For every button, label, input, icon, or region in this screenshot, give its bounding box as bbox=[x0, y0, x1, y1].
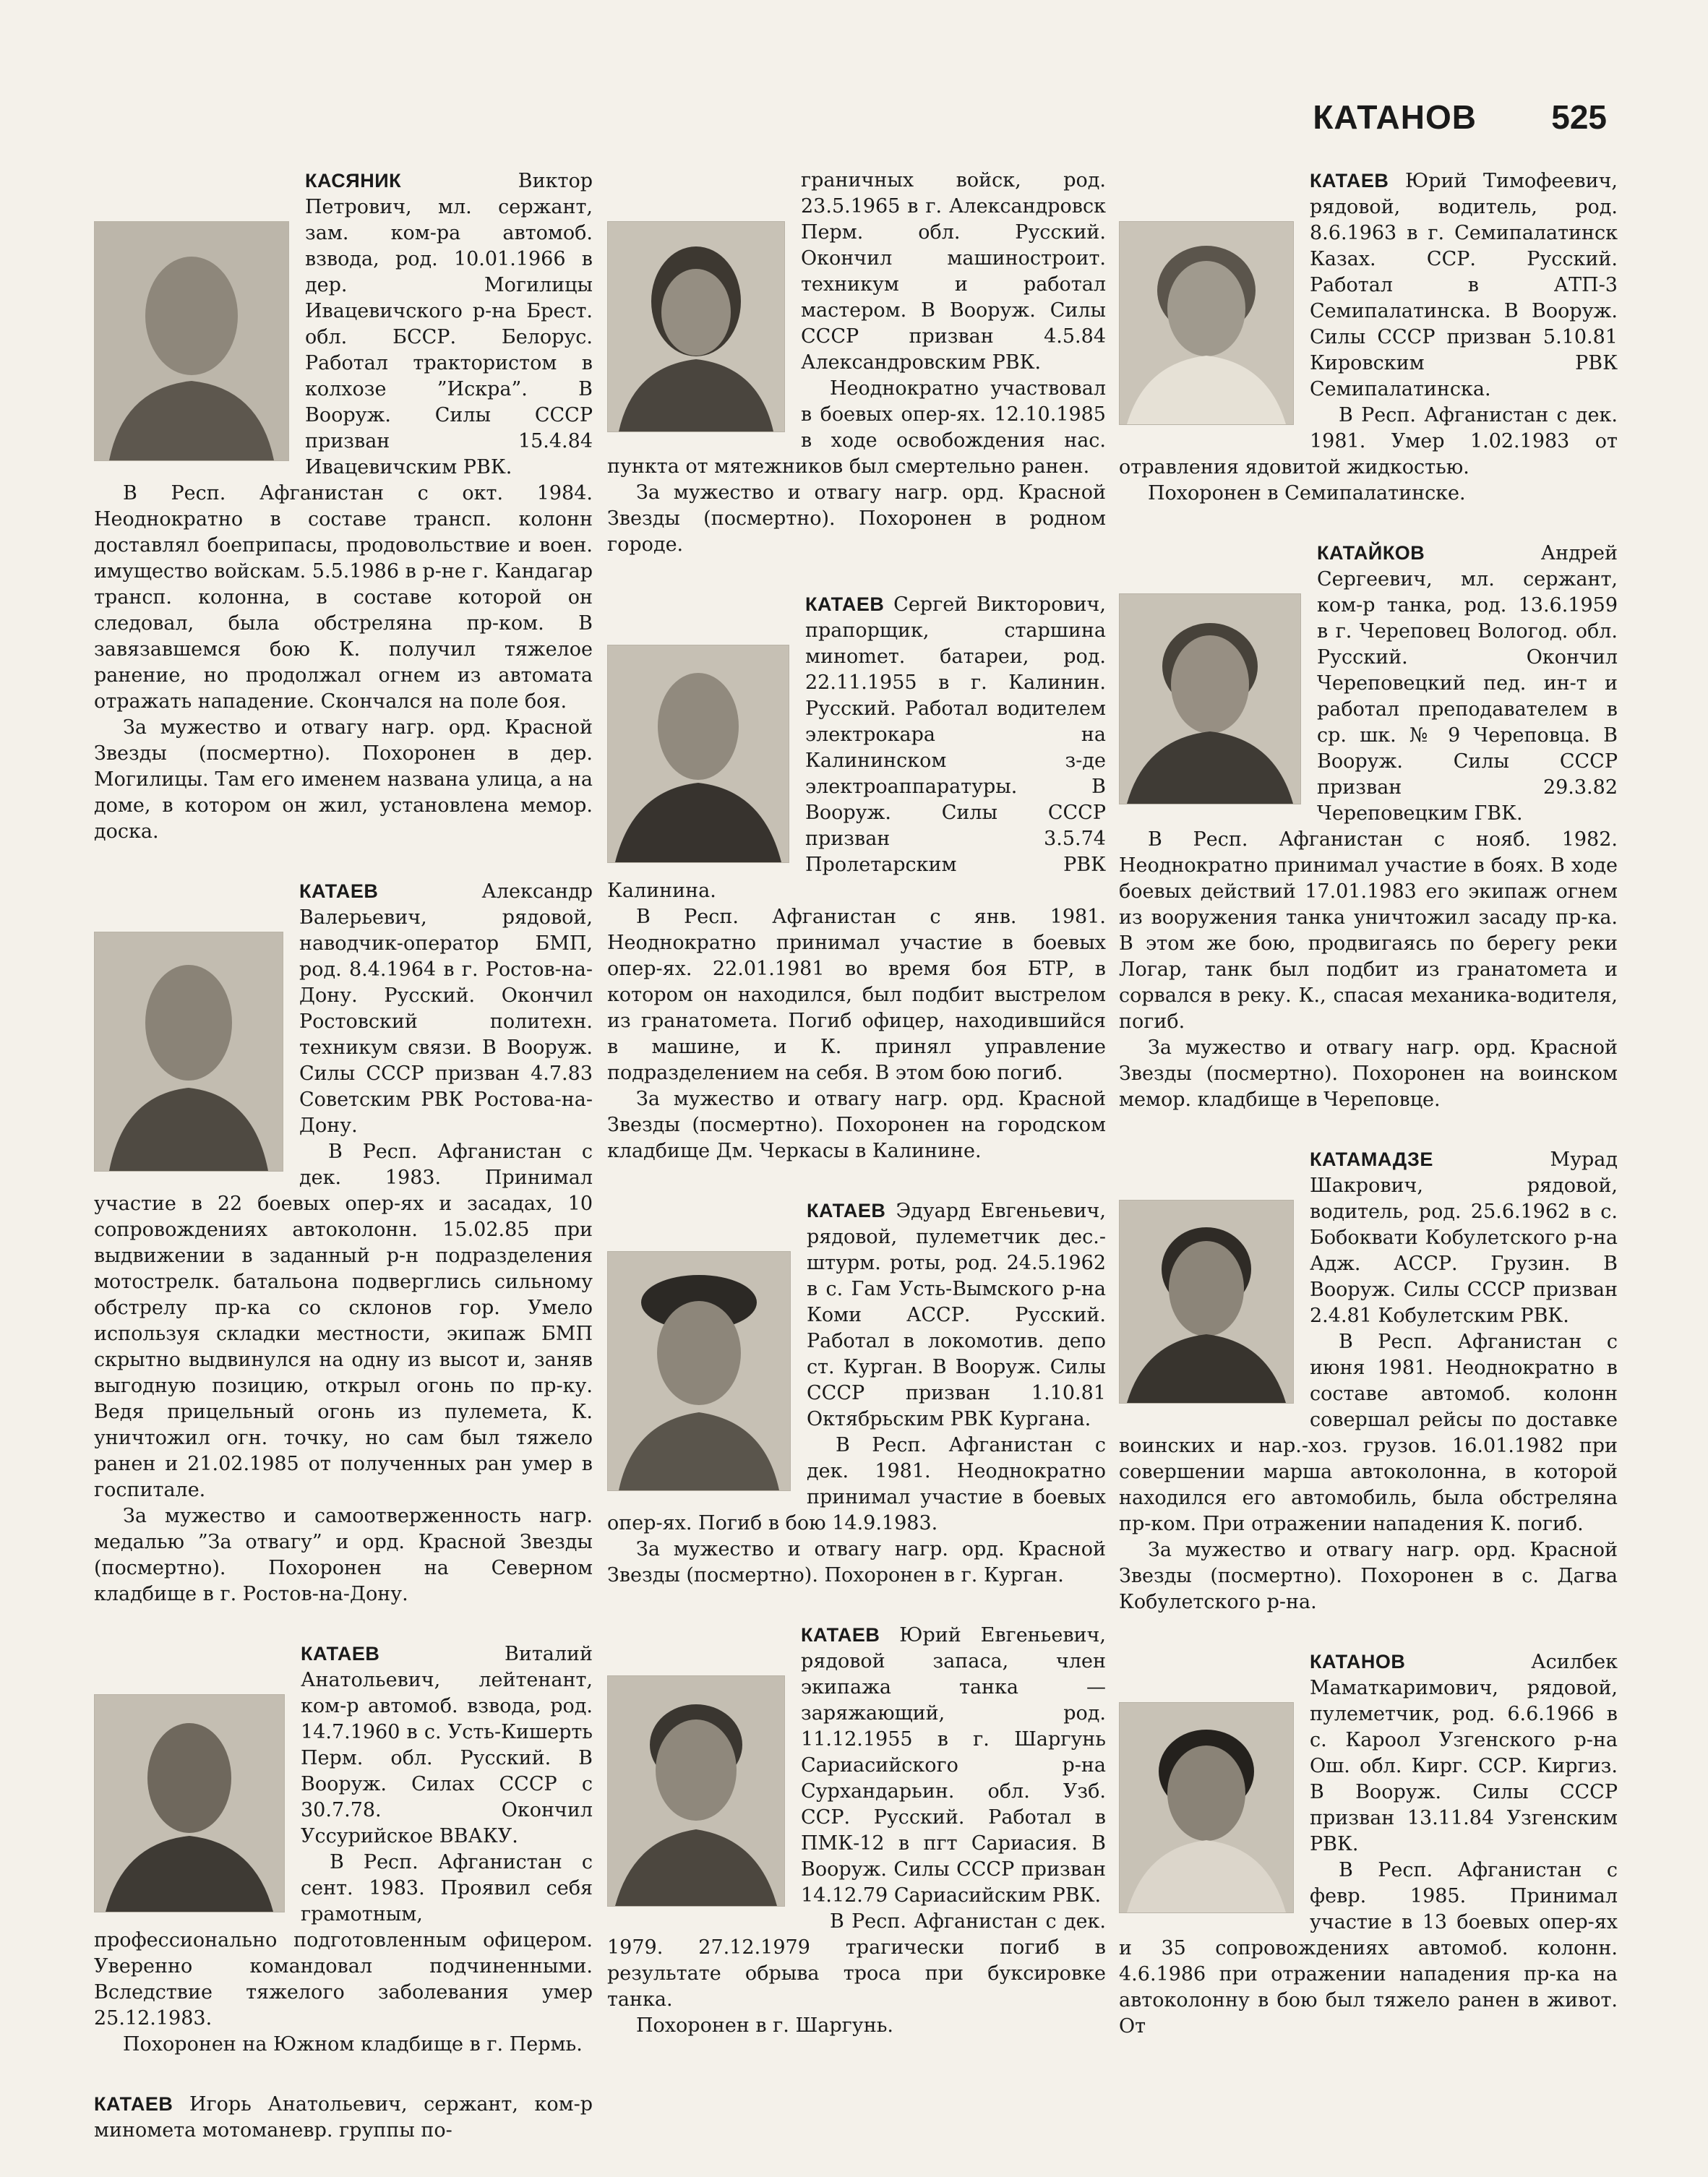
entry-text: За мужество и отвагу нагр. орд. Красной Звезды (посмертно). Похоронен в дер. Могилицы. Там его именем названа улица, а на доме, в котором он жил, установлена мемор. доска. bbox=[94, 716, 593, 843]
entry-text: Мурад Шакрович, рядовой, водитель, род. 25.6.1962 в с. Бобоквати Кобулетского р-на Адж. АССР. Грузин. В Вооруж. Силы СССР призван 2.4.81 Кобулетским РВК. bbox=[1310, 1148, 1618, 1327]
entry-kataev-igor-cont bbox=[607, 168, 1106, 558]
portrait-photo bbox=[1119, 221, 1294, 425]
entry-text: В Респ. Афганистан с окт. 1984. Неоднократно в составе трансп. колонн доставлял боеприпасы, продовольствие и воен. имущество войскам. 5.5.1986 в р-не г. Кандагар трансп. колонна, в составе которой он следовал, была обстреляна пр-ком. В завязавшемся бою К. получил тяжелое ранение, но продолжал огнем из автомата отражать нападение. Скончался на поле боя. bbox=[94, 482, 593, 713]
column-3 bbox=[1119, 168, 1618, 2073]
entry-text: За мужество и отвагу нагр. орд. Красной Звезды (посмертно). Похоронен на воинском мемор. кладбище в Череповце. bbox=[1119, 1036, 1618, 1111]
entry-text: Андрей Сергеевич, мл. сержант, ком-р танка, род. 13.6.1959 в г. Череповец Вологод. обл. Русский. Окончил Череповецкий пед. ин-т и работал преподавателем в ср. шк. № 9 Череповца. В Вооруж. Силы СССР призван 29.3.82 Череповецким ГВК. bbox=[1317, 542, 1618, 825]
entry-surname: КАТАЕВ bbox=[807, 1200, 886, 1221]
entry-text: Неоднократно участвовал в боевых опер-ях. 12.10.1985 в ходе освобождения нас. пункта от мятежников был смертельно ранен. bbox=[607, 377, 1106, 478]
portrait-photo bbox=[607, 1251, 791, 1491]
portrait-silhouette bbox=[608, 222, 784, 431]
portrait-silhouette bbox=[608, 1676, 784, 1906]
entry-surname: КАТАЕВ bbox=[299, 880, 379, 902]
entry-text: Сергей Викторович, прапорщик, старшина минomет. батареи, род. 22.11.1955 в г. Калинин. Русский. Работал водителем электрокара на Калининском з-де электроаппаратуры. В Вооруж. Силы СССР призван 3.5.74 Пролетарским РВК Калинина. bbox=[607, 593, 1106, 902]
portrait-photo bbox=[607, 645, 789, 863]
running-head: КАТАНОВ bbox=[1313, 98, 1477, 136]
portrait-photo bbox=[94, 221, 289, 461]
entry-text: В Респ. Афганистан с дек. 1981. Неоднократно принимал участие в боевых опер-ях. Погиб в бою 14.9.1983. bbox=[607, 1434, 1106, 1534]
portrait-silhouette bbox=[1120, 1703, 1293, 1912]
entry-katanov bbox=[1119, 1649, 1618, 2040]
entry-surname: КАТАНОВ bbox=[1310, 1651, 1406, 1673]
entry-text: Виктор Петрович, мл. сержант, зам. ком-ра автомоб. взвода, род. 10.01.1966 в дер. Могилицы Ивацевичского р-на Брест. обл. БССР. Белорус. Работал трактористом в колхозе ”Искра”. В Вооруж. Силы СССР призван 15.4.84 Ивацевичским РВК. bbox=[305, 170, 593, 478]
entry-surname: КАТАЕВ bbox=[1310, 170, 1389, 192]
portrait-silhouette bbox=[95, 1695, 284, 1912]
entry-text: Эдуард Евгеньевич, рядовой, пулеметчик дес.-штурм. роты, род. 24.5.1962 в с. Гам Усть-Вымского р-на Коми АССР. Русский. Работал в локомотив. депо ст. Курган. В Вооруж. Силы СССР призван 1.10.81 Октябрьским РВК Кургана. bbox=[807, 1200, 1106, 1430]
entry-text: граничных войск, род. 23.5.1965 в г. Александровск Перм. обл. Русский. Окончил машиностроит. техникум и работал мастером. В Вооруж. Силы СССР призван 4.5.84 Александровским РВК. bbox=[801, 169, 1106, 374]
entry-text: В Респ. Афганистан с июня 1981. Неоднократно в составе автомоб. колонн совершал рейсы по доставке воинских и нар.-хоз. грузов. 16.01.1982 при совершении марша автоколонна, в которой находился его автомобиль, была обстреляна пр-ком. При отражении нападения К. погиб. bbox=[1119, 1331, 1618, 1535]
entry-text: Александр Валерьевич, рядовой, наводчик-оператор БМП, род. 8.4.1964 в г. Ростов-на-Дону. Русский. Окончил Ростовский политехн. техникум связи. В Вооруж. Силы СССР призван 4.7.83 Советским РВК Ростова-на-Дону. bbox=[299, 880, 593, 1137]
entry-kataev-igor-start bbox=[94, 2091, 593, 2144]
entry-text: В Респ. Афганистан с дек. 1983. Принимал участие в 22 боевых опер-ях и засадах, 10 сопровождениях автоколонн. 15.02.85 при выдвижении в заданный р-н подразделения мотострелк. батальона подверглись сильному обстрелу пр-ка со склонов гор. Умело используя складки местности, экипаж БМП скрытно выдвинулся на одну из высот и, заняв выгодную позицию, открыл огонь по пр-ку. Ведя прицельный огонь из пулемета, К. уничтожил огн. точку, но сам был тяжело ранен и 21.02.1985 от полученных ран умер в госпитале. bbox=[94, 1141, 593, 1501]
portrait-silhouette bbox=[1120, 222, 1293, 424]
entry-surname: КАТАЕВ bbox=[805, 593, 885, 615]
entry-kataev-sergey bbox=[607, 591, 1106, 1164]
portrait-photo bbox=[607, 221, 785, 432]
entry-text: Похоронен в Семипалатинске. bbox=[1148, 482, 1466, 504]
entry-kataev-eduard bbox=[607, 1198, 1106, 1589]
entry-kataev-yuri-e bbox=[607, 1622, 1106, 2039]
portrait-photo bbox=[1119, 593, 1301, 804]
page-number: 525 bbox=[1551, 98, 1607, 136]
entry-surname: КАТАЕВ bbox=[801, 1624, 880, 1646]
entry-surname: КАТАЕВ bbox=[301, 1643, 380, 1665]
entry-text: За мужество и отвагу нагр. орд. Красной Звезды (посмертно). Похоронен в с. Дагва Кобулетского р-на. bbox=[1119, 1539, 1618, 1613]
entry-kataev-aleksandr bbox=[94, 878, 593, 1607]
portrait-silhouette bbox=[95, 222, 288, 460]
column-1 bbox=[94, 168, 593, 2177]
entry-text: Похоронен в г. Шаргунь. bbox=[636, 2014, 893, 2037]
entry-text: В Респ. Афганистан с янв. 1981. Неоднократно принимал участие в боевых опер-ях. 22.01.1981 во время боя БТР, в котором он находился, был подбит выстрелом из гранатомета. Погиб офицер, находившийся в машине, и К. принял управление подразделением на себя. В этом бою погиб. bbox=[607, 906, 1106, 1084]
entry-kataev-vitaly bbox=[94, 1641, 593, 2058]
entry-text: За мужество и самоотверженность нагр. медалью ”За отвагу” и орд. Красной Звезды (посмертно). Похоронен на Северном кладбище в г. Ростов-на-Дону. bbox=[94, 1505, 593, 1605]
entry-text: За мужество и отвагу нагр. орд. Красной Звезды (посмертно). Похоронен в родном городе. bbox=[607, 481, 1106, 556]
entry-text: Юрий Евгеньевич, рядовой запаса, член экипажа танка — заряжающий, род. 11.12.1955 в г. Шаргунь Сариасийского р-на Сурхандарьин. обл. Узб. ССР. Русский. Работал в ПМК-12 в пгт Сариасия. В Вооруж. Силы СССР призван 14.12.79 Сариасийским РВК. bbox=[801, 1624, 1106, 1907]
entry-katamadze bbox=[1119, 1146, 1618, 1615]
portrait-silhouette bbox=[608, 1252, 790, 1490]
portrait-photo bbox=[607, 1675, 785, 1907]
column-2 bbox=[607, 168, 1106, 2072]
portrait-silhouette bbox=[1120, 1201, 1293, 1403]
portrait-photo bbox=[1119, 1702, 1294, 1913]
portrait-silhouette bbox=[95, 932, 283, 1171]
entry-text: Асилбек Маматкаримович, рядовой, пулеметчик, род. 6.6.1966 в с. Кароол Узгенского р-на Ош. обл. Кирг. ССР. Киргиз. В Вооруж. Силы СССР призван 13.11.84 Узгенским РВК. bbox=[1310, 1651, 1618, 1855]
entry-kataev-yuri-t bbox=[1119, 168, 1618, 507]
entry-text: Похоронен на Южном кладбище в г. Пермь. bbox=[123, 2033, 583, 2056]
entry-surname: КАТАЕВ bbox=[94, 2093, 173, 2115]
entry-text: В Респ. Афганистан с нояб. 1982. Неоднократно принимал участие в боях. В ходе боевых действий 17.01.1983 его экипаж огнем из вооружения танка уничтожил засаду пр-ка. В этом же бою, продвигаясь по берегу реки Логар, танк был подбит из гранатомета и сорвался в реку. К., спасая механика-водителя, погиб. bbox=[1119, 828, 1618, 1033]
entry-text: В Респ. Афганистан с дек. 1981. Умер 1.02.1983 от отравления ядовитой жидкостью. bbox=[1119, 404, 1618, 478]
portrait-photo bbox=[94, 1694, 285, 1912]
entry-text: В Респ. Афганистан с сент. 1983. Проявил себя грамотным, профессионально подготовленным офицером. Уверенно командовал подчиненными. Вследствие тяжелого заболевания умер 25.12.1983. bbox=[94, 1851, 593, 2030]
entry-text: Игорь Анатольевич, сержант, ком-р миномета мотоманевр. группы по- bbox=[94, 2093, 593, 2142]
portrait-silhouette bbox=[608, 645, 789, 862]
entry-text: За мужество и отвагу нагр. орд. Красной Звезды (посмертно). Похоронен в г. Курган. bbox=[607, 1538, 1106, 1586]
page-header bbox=[956, 98, 1607, 148]
entry-surname: КАСЯНИК bbox=[305, 170, 402, 192]
entry-text: Юрий Тимофеевич, рядовой, водитель, род. 8.6.1963 в г. Семипалатинск Казах. ССР. Русский. Работал в АТП-3 Семипалатинска. В Вооруж. Силы СССР призван 5.10.81 Кировским РВК Семипалатинска. bbox=[1310, 170, 1618, 400]
entry-text: Виталий Анатольевич, лейтенант, ком-р автомоб. взвода, род. 14.7.1960 в с. Усть-Кишерть Перм. обл. Русский. В Вооруж. Силах СССР с 30.7.78. Окончил Уссурийское ВВАКУ. bbox=[301, 1643, 593, 1847]
entry-kasyanik bbox=[94, 168, 593, 845]
portrait-photo bbox=[1119, 1200, 1294, 1404]
entry-surname: КАТАМАДЗЕ bbox=[1310, 1148, 1433, 1170]
entry-text: За мужество и отвагу нагр. орд. Красной Звезды (посмертно). Похоронен на городском кладбище Дм. Черкасы в Калинине. bbox=[607, 1088, 1106, 1162]
portrait-silhouette bbox=[1120, 594, 1300, 804]
entry-text: В Респ. Афганистан с дек. 1979. 27.12.1979 трагически погиб в результате обрыва троса при буксировке танка. bbox=[607, 1910, 1106, 2011]
entry-surname: КАТАЙКОВ bbox=[1317, 542, 1425, 564]
portrait-photo bbox=[94, 932, 283, 1172]
entry-text: В Респ. Афганистан с февр. 1985. Принимал участие в 13 боевых опер-ях и 35 сопровождениях автомоб. колонн. 4.6.1986 при отражении нападения пр-ка на автоколонну в бою был тяжело ранен в живот. От bbox=[1119, 1859, 1618, 2038]
entry-kataikov bbox=[1119, 540, 1618, 1113]
